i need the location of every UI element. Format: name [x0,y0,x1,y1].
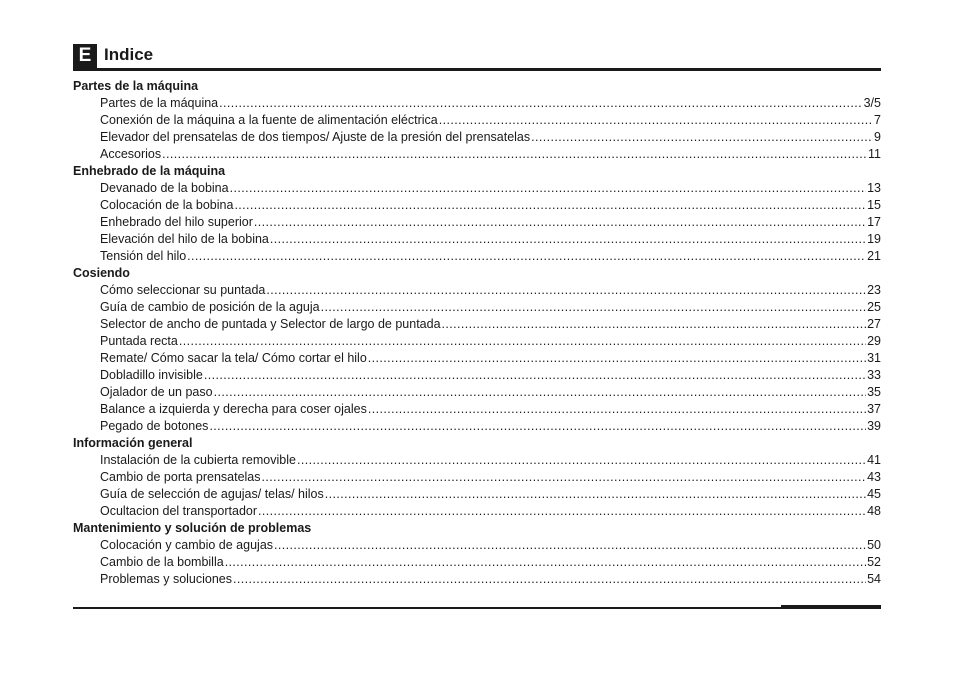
toc-entry[interactable] [73,214,881,231]
dot-leader [254,214,866,231]
page-header [73,44,881,68]
toc-entry-label: Instalación de la cubierta removible [100,453,296,467]
dot-leader [214,384,867,401]
dot-leader [368,401,866,418]
toc-entry-page: 45 [867,487,881,501]
toc-entry-page: 54 [867,572,881,586]
toc-entry[interactable] [73,554,881,571]
dot-leader [225,554,866,571]
toc-entry[interactable] [73,571,881,588]
toc-entry-label: Colocación de la bobina [100,198,234,212]
toc-entry[interactable] [73,95,881,112]
table-of-contents [73,78,881,588]
toc-entry-label: Cambio de porta prensatelas [100,470,261,484]
toc-entry-page: 19 [867,232,881,246]
dot-leader [274,537,866,554]
toc-entry-label: Elevador del prensatelas de dos tiempos/ Ajuste de la presión del prensatelas [100,130,531,144]
toc-entry[interactable] [73,129,881,146]
dot-leader [209,418,866,435]
toc-entry-label: Selector de ancho de puntada y Selector de largo de puntada [100,317,441,331]
toc-entry-page: 27 [867,317,881,331]
dot-leader [442,316,867,333]
toc-entry-label: Elevación del hilo de la bobina [100,232,269,246]
toc-entry-page: 17 [867,215,881,229]
dot-leader [258,503,866,520]
toc-entry-page: 15 [867,198,881,212]
toc-entry-page: 50 [867,538,881,552]
toc-entry-label: Partes de la máquina [100,96,219,110]
toc-entry[interactable] [73,180,881,197]
dot-leader [266,282,866,299]
toc-entry-label: Balance a izquierda y derecha para coser ojales [100,402,367,416]
toc-entry-label: Ocultacion del transportador [100,504,258,518]
footer-rule-accent [781,605,881,607]
dot-leader [162,146,867,163]
toc-entry-page: 29 [867,334,881,348]
toc-entry[interactable] [73,503,881,520]
toc-entry-page: 33 [867,368,881,382]
toc-entry-label: Devanado de la bobina [100,181,229,195]
toc-entry-page: 7 [874,113,881,127]
section-heading: Información general [73,436,193,450]
toc-entry[interactable] [73,384,881,401]
toc-entry-page: 9 [874,130,881,144]
toc-entry-label: Enhebrado del hilo superior [100,215,253,229]
toc-entry-label: Guía de cambio de posición de la aguja [100,300,320,314]
toc-entry[interactable] [73,367,881,384]
toc-entry-label: Tensión del hilo [100,249,187,263]
section-heading: Enhebrado de la máquina [73,164,226,178]
toc-entry[interactable] [73,146,881,163]
dot-leader [262,469,867,486]
toc-entry-label: Pegado de botones [100,419,209,433]
dot-leader [230,180,867,197]
toc-entry-label: Puntada recta [100,334,178,348]
dot-leader [325,486,866,503]
dot-leader [297,452,866,469]
toc-entry-page: 39 [867,419,881,433]
toc-entry[interactable] [73,248,881,265]
section-heading: Mantenimiento y solución de problemas [73,521,312,535]
toc-entry[interactable] [73,333,881,350]
toc-entry-page: 52 [867,555,881,569]
dot-leader [219,95,862,112]
section-heading: Partes de la máquina [73,79,199,93]
dot-leader [233,571,866,588]
toc-entry-page: 13 [867,181,881,195]
dot-leader [531,129,873,146]
toc-entry-page: 37 [867,402,881,416]
dot-leader [234,197,866,214]
toc-entry[interactable] [73,231,881,248]
dot-leader [368,350,866,367]
toc-entry-page: 35 [867,385,881,399]
toc-entry-page: 3/5 [863,96,881,110]
dot-leader [179,333,866,350]
toc-entry-label: Cambio de la bombilla [100,555,224,569]
toc-entry-page: 48 [867,504,881,518]
dot-leader [439,112,873,129]
language-badge: E [73,44,97,68]
toc-entry-page: 25 [867,300,881,314]
dot-leader [204,367,866,384]
toc-entry[interactable] [73,350,881,367]
dot-leader [187,248,866,265]
toc-entry-page: 43 [867,470,881,484]
toc-entry-label: Guía de selección de agujas/ telas/ hilos [100,487,324,501]
toc-entry-label: Problemas y soluciones [100,572,233,586]
toc-entry-label: Accesorios [100,147,162,161]
toc-entry-label: Ojalador de un paso [100,385,213,399]
toc-entry-label: Cómo seleccionar su puntada [100,283,266,297]
toc-entry-page: 41 [867,453,881,467]
toc-entry-page: 23 [867,283,881,297]
toc-entry[interactable] [73,282,881,299]
toc-entry-label: Dobladillo invisible [100,368,203,382]
footer-rule [73,607,881,609]
toc-entry-page: 21 [867,249,881,263]
header-rule [73,68,881,71]
toc-entry[interactable] [73,418,881,435]
toc-entry-label: Conexión de la máquina a la fuente de alimentación eléctrica [100,113,438,127]
toc-entry[interactable] [73,537,881,554]
toc-entry[interactable] [73,316,881,333]
toc-entry[interactable] [73,197,881,214]
toc-entry-label: Colocación y cambio de agujas [100,538,274,552]
page-title: Indice [104,45,154,64]
toc-entry[interactable] [73,452,881,469]
toc-entry[interactable] [73,486,881,503]
section-heading: Cosiendo [73,266,130,280]
dot-leader [270,231,866,248]
toc-entry-page: 31 [867,351,881,365]
toc-entry-label: Remate/ Cómo sacar la tela/ Cómo cortar el hilo [100,351,367,365]
toc-entry[interactable] [73,401,881,418]
dot-leader [321,299,867,316]
toc-entry[interactable] [73,469,881,486]
toc-entry-page: 11 [868,147,881,161]
toc-entry[interactable] [73,112,881,129]
toc-entry[interactable] [73,299,881,316]
